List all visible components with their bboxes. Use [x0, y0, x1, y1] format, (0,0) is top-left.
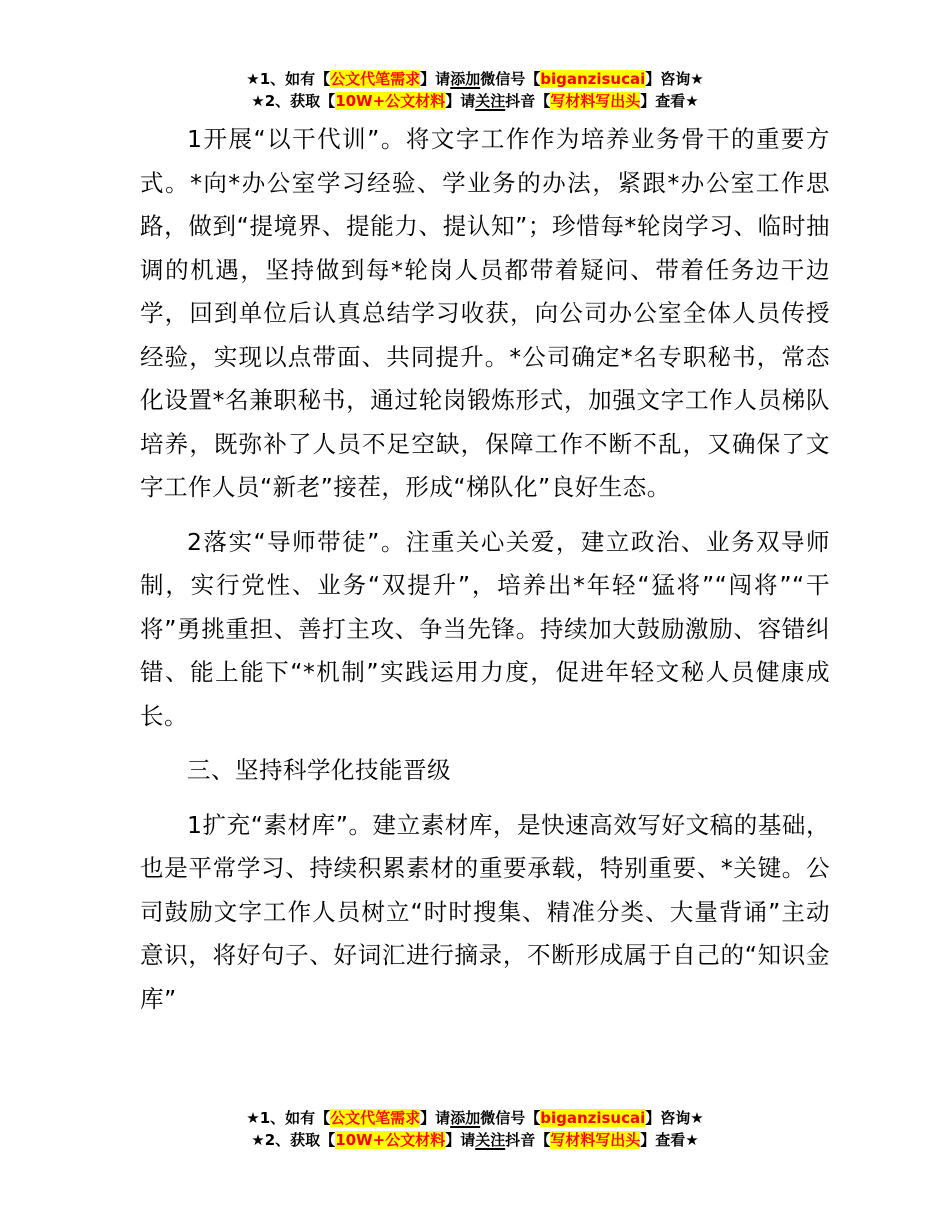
underlined-add: 添加 — [450, 70, 481, 88]
banner-line-2 — [0, 1129, 950, 1151]
banner-text: 】请 — [445, 92, 476, 110]
paragraph-1: 1开展“以干代训”。将文字工作作为培养业务骨干的重要方式。*向*办公室学习经验、学业务的办法，紧跟*办公室工作思路，做到“提境界、提能力、提认知”；珍惜每*轮岗学习、临时抽调的机遇，坚持做到每*轮岗人员都带着疑问、带着任务边干边学，回到单位后认真总结学习收获，向公司办公室全体人员传授经验，实现以点带面、共同提升。*公司确定*名专职秘书，常态化设置*名兼职秘书，通过轮岗锻炼形式，加强文字工作人员梯队培养，既弥补了人员不足空缺，保障工作不断不乱，又确保了文字工作人员“新老”接茬，形成“梯队化”良好生态。 — [140, 125, 830, 501]
banner-text: 】查看★ — [640, 1131, 699, 1149]
banner-line-2 — [0, 90, 950, 112]
bottom-banner — [0, 1107, 950, 1151]
document-body — [140, 118, 830, 1032]
highlight-douyin-account: 写材料写出头 — [550, 1131, 641, 1149]
banner-text: 】咨询★ — [645, 1109, 704, 1127]
banner-text: 抖音【 — [505, 92, 551, 110]
underlined-add: 添加 — [450, 1109, 481, 1127]
banner-line-1 — [0, 1107, 950, 1129]
banner-text: ★1、如有【 — [246, 1109, 331, 1127]
banner-text: ★2、获取【 — [251, 92, 336, 110]
underlined-follow: 关注 — [475, 92, 506, 110]
banner-text: 】咨询★ — [645, 70, 704, 88]
top-banner — [0, 68, 950, 112]
banner-line-1 — [0, 68, 950, 90]
highlight-ghostwriting: 公文代笔需求 — [330, 1109, 421, 1127]
highlight-materials: 10W+公文材料 — [335, 92, 446, 110]
highlight-ghostwriting: 公文代笔需求 — [330, 70, 421, 88]
underlined-follow: 关注 — [475, 1131, 506, 1149]
banner-text: 】请 — [420, 1109, 451, 1127]
banner-text: 】查看★ — [640, 92, 699, 110]
banner-text: 微信号【 — [480, 1109, 541, 1127]
highlight-wechat-id: biganzisucai — [540, 1109, 646, 1127]
highlight-materials: 10W+公文材料 — [335, 1131, 446, 1149]
banner-text: ★2、获取【 — [251, 1131, 336, 1149]
paragraph-3: 1扩充“素材库”。建立素材库，是快速高效写好文稿的基础，也是平常学习、持续积累素材的重要承载，特别重要、*关键。公司鼓励文字工作人员树立“时时搜集、精准分类、大量背诵”主动意识，将好句子、好词汇进行摘录，不断形成属于自己的“知识金库” — [140, 810, 830, 1013]
highlight-douyin-account: 写材料写出头 — [550, 92, 641, 110]
highlight-wechat-id: biganzisucai — [540, 70, 646, 88]
section-heading-3: 三、坚持科学化技能晋级 — [187, 756, 451, 784]
banner-text: 微信号【 — [480, 70, 541, 88]
banner-text: 】请 — [445, 1131, 476, 1149]
paragraph-2: 2落实“导师带徒”。注重关心关爱，建立政治、业务双导师制，实行党性、业务“双提升”，培养出*年轻“猛将”“闯将”“干将”勇挑重担、善打主攻、争当先锋。持续加大鼓励激励、容错纠错、能上能下“*机制”实践运用力度，促进年轻文秘人员健康成长。 — [140, 527, 830, 730]
banner-text: ★1、如有【 — [246, 70, 331, 88]
banner-text: 抖音【 — [505, 1131, 551, 1149]
banner-text: 】请 — [420, 70, 451, 88]
